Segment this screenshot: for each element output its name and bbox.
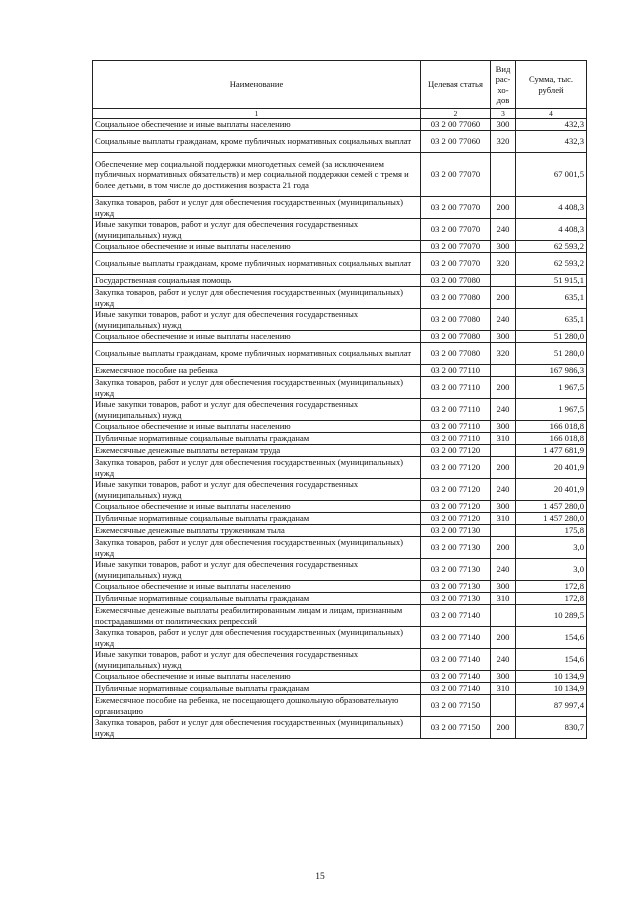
row-amount: 3,0 <box>516 537 587 559</box>
header-expense-type: Вид рас-хо-дов <box>491 61 516 109</box>
row-expense-type: 200 <box>491 537 516 559</box>
table-row <box>93 433 587 445</box>
row-name: Закупка товаров, работ и услуг для обеспечения государственных (муниципальных) нужд <box>93 377 421 399</box>
table-row <box>93 219 587 241</box>
row-target-code: 03 2 00 77120 <box>421 445 491 457</box>
table-row <box>93 153 587 197</box>
row-target-code: 03 2 00 77130 <box>421 537 491 559</box>
row-expense-type: 310 <box>491 433 516 445</box>
row-target-code: 03 2 00 77140 <box>421 649 491 671</box>
table-row <box>93 559 587 581</box>
row-target-code: 03 2 00 77080 <box>421 309 491 331</box>
row-name: Закупка товаров, работ и услуг для обеспечения государственных (муниципальных) нужд <box>93 287 421 309</box>
row-name: Иные закупки товаров, работ и услуг для обеспечения государственных (муниципальных) нужд <box>93 649 421 671</box>
row-target-code: 03 2 00 77110 <box>421 421 491 433</box>
row-expense-type: 200 <box>491 627 516 649</box>
row-target-code: 03 2 00 77070 <box>421 219 491 241</box>
row-amount: 635,1 <box>516 287 587 309</box>
row-expense-type: 300 <box>491 241 516 253</box>
row-amount: 10 289,5 <box>516 605 587 627</box>
column-number-row <box>93 109 587 119</box>
row-target-code: 03 2 00 77140 <box>421 605 491 627</box>
row-expense-type: 300 <box>491 581 516 593</box>
row-name: Государственная социальная помощь <box>93 275 421 287</box>
header-name: Наименование <box>93 61 421 109</box>
row-amount: 154,6 <box>516 627 587 649</box>
row-expense-type: 300 <box>491 421 516 433</box>
table-row <box>93 241 587 253</box>
row-target-code: 03 2 00 77130 <box>421 525 491 537</box>
row-expense-type: 320 <box>491 253 516 275</box>
row-target-code: 03 2 00 77080 <box>421 343 491 365</box>
row-amount: 1 457 280,0 <box>516 513 587 525</box>
row-amount: 62 593,2 <box>516 253 587 275</box>
row-expense-type <box>491 525 516 537</box>
row-name: Закупка товаров, работ и услуг для обеспечения государственных (муниципальных) нужд <box>93 717 421 739</box>
row-expense-type <box>491 153 516 197</box>
table-row <box>93 671 587 683</box>
row-name: Социальное обеспечение и иные выплаты населению <box>93 119 421 131</box>
row-expense-type: 310 <box>491 593 516 605</box>
row-name: Публичные нормативные социальные выплаты гражданам <box>93 433 421 445</box>
row-name: Ежемесячное пособие на ребенка, не посещающего дошкольную образовательную организацию <box>93 695 421 717</box>
table-row <box>93 131 587 153</box>
row-expense-type <box>491 445 516 457</box>
row-name: Иные закупки товаров, работ и услуг для обеспечения государственных (муниципальных) нужд <box>93 479 421 501</box>
row-name: Социальное обеспечение и иные выплаты населению <box>93 331 421 343</box>
row-amount: 432,3 <box>516 131 587 153</box>
row-amount: 830,7 <box>516 717 587 739</box>
table-row <box>93 253 587 275</box>
row-expense-type: 310 <box>491 513 516 525</box>
row-target-code: 03 2 00 77070 <box>421 197 491 219</box>
row-target-code: 03 2 00 77110 <box>421 399 491 421</box>
row-target-code: 03 2 00 77140 <box>421 671 491 683</box>
row-amount: 167 986,3 <box>516 365 587 377</box>
row-target-code: 03 2 00 77150 <box>421 717 491 739</box>
table-row <box>93 581 587 593</box>
row-target-code: 03 2 00 77080 <box>421 331 491 343</box>
page-number: 15 <box>315 872 325 882</box>
row-target-code: 03 2 00 77070 <box>421 153 491 197</box>
row-name: Иные закупки товаров, работ и услуг для обеспечения государственных (муниципальных) нужд <box>93 399 421 421</box>
column-number: 2 <box>421 109 491 119</box>
table-row <box>93 513 587 525</box>
row-target-code: 03 2 00 77130 <box>421 593 491 605</box>
row-amount: 166 018,8 <box>516 433 587 445</box>
header-amount: Сумма, тыс. рублей <box>516 61 587 109</box>
row-target-code: 03 2 00 77140 <box>421 683 491 695</box>
row-amount: 635,1 <box>516 309 587 331</box>
row-name: Ежемесячное пособие на ребенка <box>93 365 421 377</box>
row-expense-type: 300 <box>491 331 516 343</box>
row-amount: 10 134,9 <box>516 671 587 683</box>
row-name: Закупка товаров, работ и услуг для обеспечения государственных (муниципальных) нужд <box>93 457 421 479</box>
row-amount: 172,8 <box>516 593 587 605</box>
row-expense-type: 300 <box>491 119 516 131</box>
row-expense-type: 320 <box>491 343 516 365</box>
row-amount: 20 401,9 <box>516 479 587 501</box>
row-target-code: 03 2 00 77130 <box>421 581 491 593</box>
row-target-code: 03 2 00 77140 <box>421 627 491 649</box>
row-target-code: 03 2 00 77110 <box>421 365 491 377</box>
table-row <box>93 537 587 559</box>
row-amount: 10 134,9 <box>516 683 587 695</box>
row-amount: 175,8 <box>516 525 587 537</box>
row-expense-type: 200 <box>491 457 516 479</box>
table-row <box>93 501 587 513</box>
row-name: Закупка товаров, работ и услуг для обеспечения государственных (муниципальных) нужд <box>93 537 421 559</box>
row-amount: 51 280,0 <box>516 331 587 343</box>
row-amount: 1 967,5 <box>516 399 587 421</box>
row-name: Социальное обеспечение и иные выплаты населению <box>93 581 421 593</box>
row-target-code: 03 2 00 77120 <box>421 513 491 525</box>
row-name: Обеспечение мер социальной поддержки многодетных семей (за исключением публичных нормативных обязательств) и мер социальной поддержки семей с тремя и более детьми, в том числе до достижения возраста 21 года <box>93 153 421 197</box>
table-row <box>93 365 587 377</box>
row-amount: 4 408,3 <box>516 219 587 241</box>
budget-table-container <box>92 60 586 739</box>
row-target-code: 03 2 00 77120 <box>421 479 491 501</box>
header-row <box>93 61 587 109</box>
row-amount: 67 001,5 <box>516 153 587 197</box>
table-body <box>93 119 587 739</box>
row-target-code: 03 2 00 77070 <box>421 241 491 253</box>
table-row <box>93 525 587 537</box>
row-name: Социальное обеспечение и иные выплаты населению <box>93 501 421 513</box>
row-name: Публичные нормативные социальные выплаты гражданам <box>93 513 421 525</box>
row-target-code: 03 2 00 77060 <box>421 131 491 153</box>
row-amount: 1 477 681,9 <box>516 445 587 457</box>
row-name: Публичные нормативные социальные выплаты гражданам <box>93 683 421 695</box>
row-name: Ежемесячные денежные выплаты реабилитированным лицам и лицам, признанным пострадавшими от политических репрессий <box>93 605 421 627</box>
table-row <box>93 649 587 671</box>
row-expense-type: 240 <box>491 559 516 581</box>
row-target-code: 03 2 00 77110 <box>421 433 491 445</box>
column-number: 1 <box>93 109 421 119</box>
row-expense-type: 300 <box>491 501 516 513</box>
row-amount: 20 401,9 <box>516 457 587 479</box>
row-name: Иные закупки товаров, работ и услуг для обеспечения государственных (муниципальных) нужд <box>93 219 421 241</box>
row-name: Закупка товаров, работ и услуг для обеспечения государственных (муниципальных) нужд <box>93 197 421 219</box>
table-row <box>93 399 587 421</box>
row-expense-type: 240 <box>491 649 516 671</box>
row-name: Иные закупки товаров, работ и услуг для обеспечения государственных (муниципальных) нужд <box>93 559 421 581</box>
table-row <box>93 119 587 131</box>
table-row <box>93 683 587 695</box>
row-expense-type: 200 <box>491 377 516 399</box>
table-row <box>93 479 587 501</box>
row-target-code: 03 2 00 77070 <box>421 253 491 275</box>
row-expense-type <box>491 365 516 377</box>
row-target-code: 03 2 00 77080 <box>421 287 491 309</box>
row-name: Социальные выплаты гражданам, кроме публичных нормативных социальных выплат <box>93 343 421 365</box>
table-row <box>93 343 587 365</box>
table-row <box>93 331 587 343</box>
table-row <box>93 197 587 219</box>
table-row <box>93 605 587 627</box>
header-target: Целевая статья <box>421 61 491 109</box>
table-row <box>93 309 587 331</box>
table-row <box>93 627 587 649</box>
row-target-code: 03 2 00 77120 <box>421 457 491 479</box>
row-expense-type <box>491 605 516 627</box>
row-amount: 154,6 <box>516 649 587 671</box>
row-expense-type: 240 <box>491 309 516 331</box>
row-amount: 4 408,3 <box>516 197 587 219</box>
row-amount: 87 997,4 <box>516 695 587 717</box>
row-name: Публичные нормативные социальные выплаты гражданам <box>93 593 421 605</box>
table-row <box>93 287 587 309</box>
row-amount: 51 915,1 <box>516 275 587 287</box>
row-name: Социальное обеспечение и иные выплаты населению <box>93 671 421 683</box>
row-amount: 172,8 <box>516 581 587 593</box>
budget-table <box>92 60 587 739</box>
row-name: Социальные выплаты гражданам, кроме публичных нормативных социальных выплат <box>93 253 421 275</box>
row-target-code: 03 2 00 77110 <box>421 377 491 399</box>
table-row <box>93 457 587 479</box>
column-number: 4 <box>516 109 587 119</box>
row-target-code: 03 2 00 77130 <box>421 559 491 581</box>
row-name: Ежемесячные денежные выплаты труженикам тыла <box>93 525 421 537</box>
row-name: Социальные выплаты гражданам, кроме публичных нормативных социальных выплат <box>93 131 421 153</box>
row-expense-type: 240 <box>491 479 516 501</box>
row-name: Социальное обеспечение и иные выплаты населению <box>93 421 421 433</box>
row-amount: 51 280,0 <box>516 343 587 365</box>
table-row <box>93 421 587 433</box>
table-row <box>93 377 587 399</box>
row-amount: 62 593,2 <box>516 241 587 253</box>
row-expense-type: 200 <box>491 717 516 739</box>
row-target-code: 03 2 00 77080 <box>421 275 491 287</box>
column-number: 3 <box>491 109 516 119</box>
row-expense-type: 240 <box>491 219 516 241</box>
row-amount: 1 457 280,0 <box>516 501 587 513</box>
row-name: Ежемесячные денежные выплаты ветеранам труда <box>93 445 421 457</box>
row-expense-type <box>491 275 516 287</box>
table-row <box>93 695 587 717</box>
row-amount: 1 967,5 <box>516 377 587 399</box>
row-expense-type: 240 <box>491 399 516 421</box>
row-target-code: 03 2 00 77060 <box>421 119 491 131</box>
row-name: Иные закупки товаров, работ и услуг для обеспечения государственных (муниципальных) нужд <box>93 309 421 331</box>
table-row <box>93 275 587 287</box>
row-amount: 432,3 <box>516 119 587 131</box>
table-row <box>93 445 587 457</box>
row-name: Социальное обеспечение и иные выплаты населению <box>93 241 421 253</box>
row-expense-type: 200 <box>491 197 516 219</box>
row-expense-type: 300 <box>491 671 516 683</box>
table-row <box>93 717 587 739</box>
row-expense-type: 310 <box>491 683 516 695</box>
row-expense-type <box>491 695 516 717</box>
row-amount: 166 018,8 <box>516 421 587 433</box>
row-expense-type: 200 <box>491 287 516 309</box>
row-expense-type: 320 <box>491 131 516 153</box>
table-row <box>93 593 587 605</box>
row-name: Закупка товаров, работ и услуг для обеспечения государственных (муниципальных) нужд <box>93 627 421 649</box>
row-amount: 3,0 <box>516 559 587 581</box>
row-target-code: 03 2 00 77150 <box>421 695 491 717</box>
row-target-code: 03 2 00 77120 <box>421 501 491 513</box>
